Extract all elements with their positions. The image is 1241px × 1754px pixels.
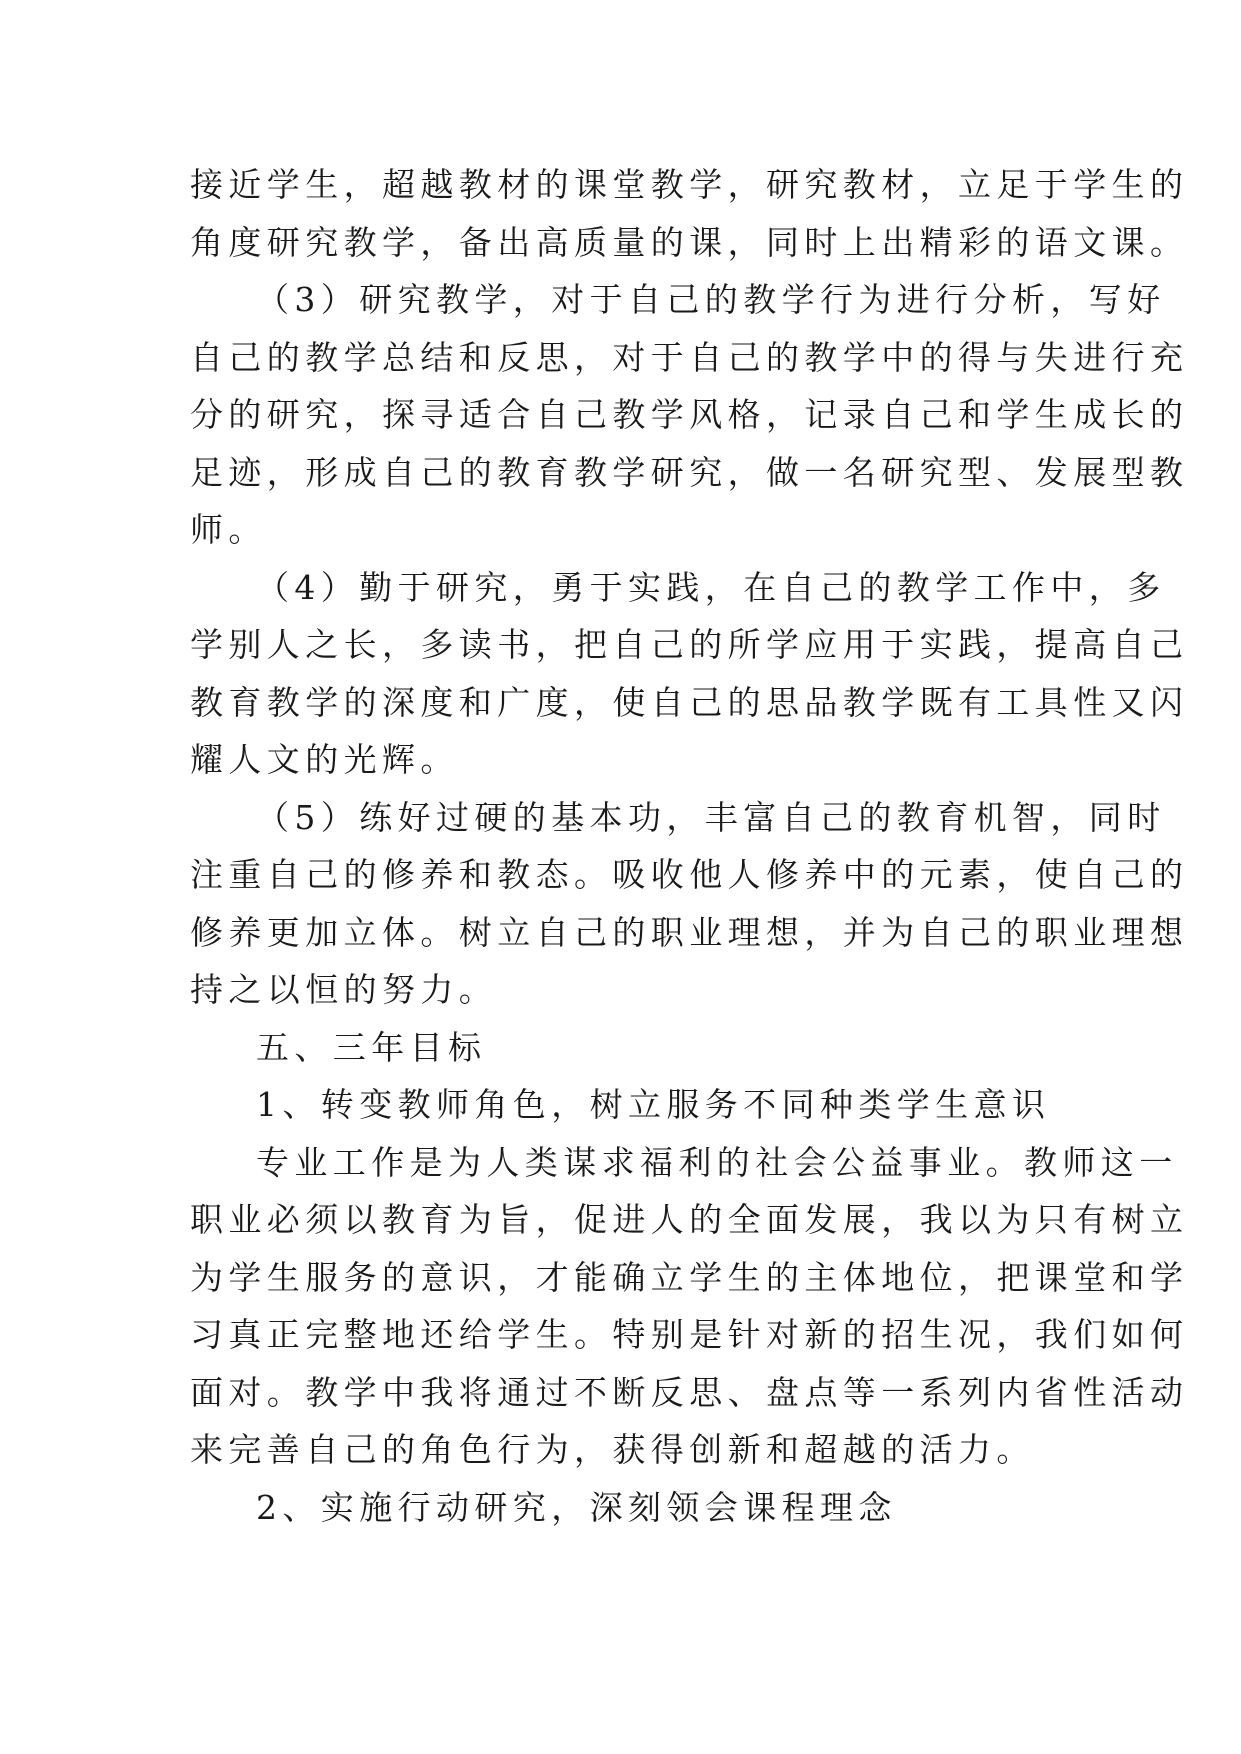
paragraph-line: 教育教学的深度和广度，使自己的思品教学既有工具性又闪 [190, 682, 1189, 722]
paragraph-line: 面对。教学中我将通过不断反思、盘点等一系列内省性活动 [190, 1372, 1189, 1412]
document-body [190, 156, 1189, 1536]
paragraph-item-4: （4）勤于研究，勇于实践，在自己的教学工作中，多 [256, 567, 1166, 607]
paragraph-line: 学别人之长，多读书，把自己的所学应用于实践，提高自己 [190, 625, 1189, 664]
paragraph-line: 习真正完整地还给学生。特别是针对新的招生况，我们如何 [190, 1315, 1189, 1354]
paragraph-line: 专业工作是为人类谋求福利的社会公益事业。教师这一 [256, 1142, 1178, 1182]
paragraph-line: 持之以恒的努力。 [190, 970, 498, 1009]
paragraph-item-5: （5）练好过硬的基本功，丰富自己的教育机智，同时 [256, 797, 1166, 837]
paragraph-line: 自己的教学总结和反思，对于自己的教学中的得与失进行充 [190, 337, 1189, 377]
paragraph-line: 接近学生，超越教材的课堂教学，研究教材，立足于学生的 [190, 165, 1189, 204]
paragraph-line: 注重自己的修养和教态。吸收他人修养中的元素，使自己的 [190, 855, 1189, 894]
paragraph-line: 角度研究教学，备出高质量的课，同时上出精彩的语文课。 [190, 222, 1189, 262]
paragraph-line: 足迹，形成自己的教育教学研究，做一名研究型、发展型教 [190, 452, 1189, 492]
paragraph-line: 分的研究，探寻适合自己教学风格，记录自己和学生成长的 [190, 395, 1189, 434]
paragraph-item-3: （3）研究教学，对于自己的教学行为进行分析，写好 [256, 280, 1166, 319]
paragraph-line: 修养更加立体。树立自己的职业理想，并为自己的职业理想 [190, 912, 1189, 952]
section-heading: 五、三年目标 [256, 1027, 487, 1067]
paragraph-line: 耀人文的光辉。 [190, 740, 459, 779]
subsection-heading-1: 1、转变教师角色，树立服务不同种类学生意识 [256, 1085, 1051, 1124]
paragraph-line: 职业必须以教育为旨，促进人的全面发展，我以为只有树立 [190, 1200, 1189, 1239]
paragraph-line: 师。 [190, 510, 267, 549]
paragraph-line: 为学生服务的意识，才能确立学生的主体地位，把课堂和学 [190, 1257, 1189, 1297]
paragraph-line: 来完善自己的角色行为，获得创新和超越的活力。 [190, 1430, 1035, 1469]
subsection-heading-2: 2、实施行动研究，深刻领会课程理念 [256, 1487, 897, 1527]
